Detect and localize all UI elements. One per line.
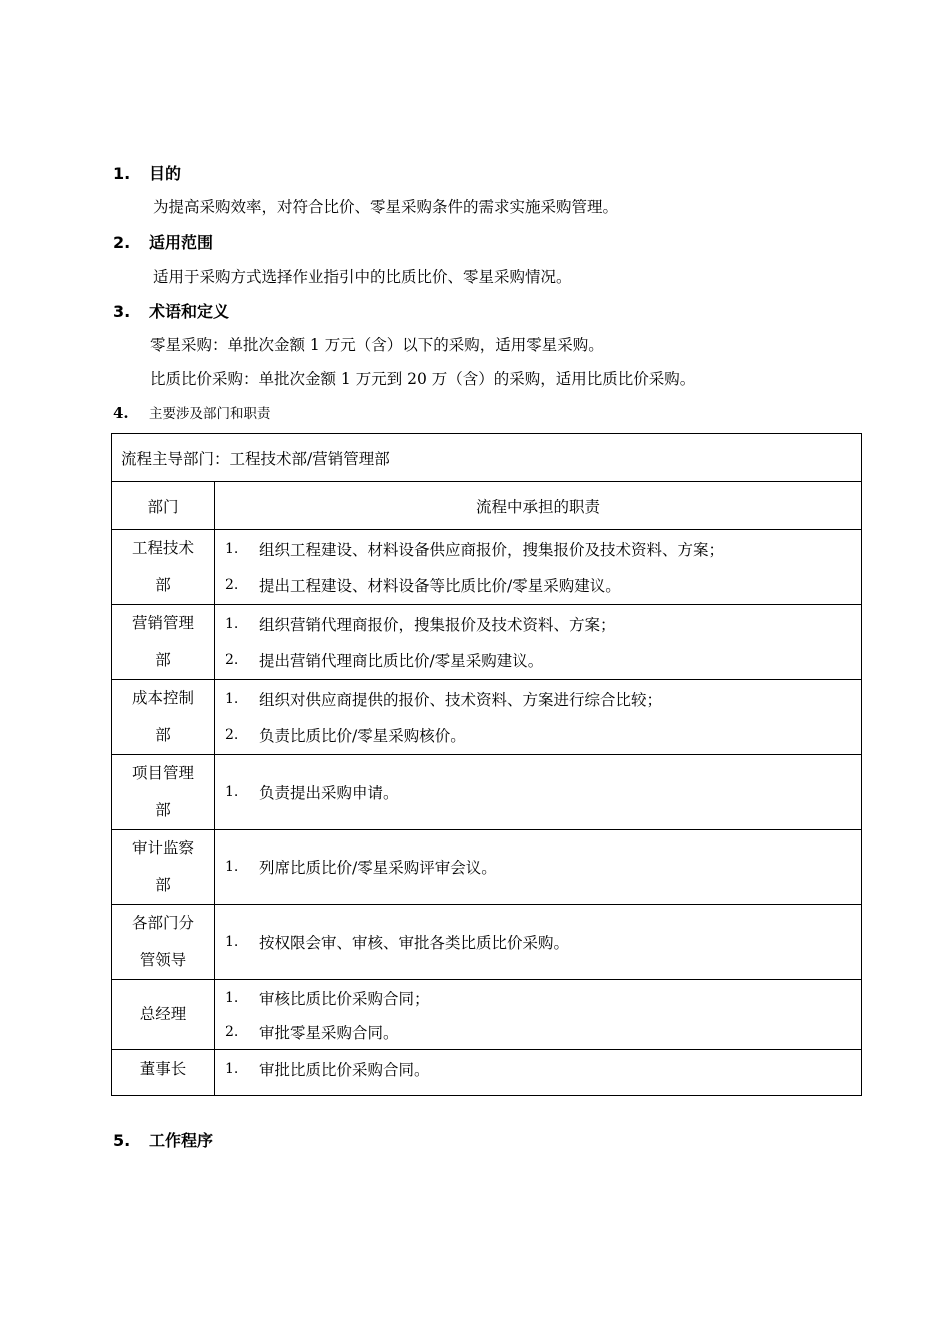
duty-cell <box>215 905 862 980</box>
dept-cell <box>112 530 215 605</box>
col-header-duty: 流程中承担的职责 <box>215 482 862 530</box>
section-2-body: 适用于采购方式选择作业指引中的比质比价、零星采购情况。 <box>153 268 572 286</box>
duty-item: 2. 提出营销代理商比质比价/零星采购建议。 <box>225 652 544 670</box>
duty-item: 1. 组织对供应商提供的报价、技术资料、方案进行综合比较； <box>225 691 663 709</box>
table-row <box>112 755 862 830</box>
section-number: 2. <box>113 233 131 252</box>
dept-cell <box>112 980 215 1050</box>
dept-cell <box>112 905 215 980</box>
section-1-heading <box>113 161 181 184</box>
duty-item: 1. 按权限会审、审核、审批各类比质比价采购。 <box>225 934 570 952</box>
lead-department: 流程主导部门：工程技术部/营销管理部 <box>112 434 862 482</box>
table-row <box>112 530 862 605</box>
duty-cell <box>215 830 862 905</box>
dept-line: 部 <box>155 801 171 819</box>
dept-line: 营销管理 <box>131 614 194 632</box>
section-title: 目的 <box>149 164 182 183</box>
duty-item: 2. 负责比质比价/零星采购核价。 <box>225 727 466 745</box>
table-row <box>112 1050 862 1096</box>
dept-line: 董事长 <box>139 1060 187 1078</box>
section-title: 适用范围 <box>149 233 214 252</box>
duty-cell <box>215 755 862 830</box>
duty-cell <box>215 530 862 605</box>
dept-line: 部 <box>155 726 171 744</box>
duty-item: 2. 审批零星采购合同。 <box>225 1023 399 1042</box>
dept-line: 总经理 <box>139 1005 187 1023</box>
dept-line: 管领导 <box>139 951 187 969</box>
duty-item: 1. 负责提出采购申请。 <box>225 784 399 802</box>
section-number: 3. <box>113 302 131 321</box>
table-row <box>112 680 862 755</box>
dept-cell <box>112 755 215 830</box>
definition-sporadic: 零星采购：单批次金额 1 万元（含）以下的采购，适用零星采购。 <box>150 336 604 354</box>
duty-item: 1. 审核比质比价采购合同； <box>225 989 430 1008</box>
dept-line: 部 <box>155 876 171 894</box>
section-number: 4. <box>113 404 129 422</box>
duty-item: 2. 提出工程建设、材料设备等比质比价/零星采购建议。 <box>225 577 621 595</box>
section-title: 主要涉及部门和职责 <box>149 406 271 422</box>
duty-cell <box>215 680 862 755</box>
dept-line: 项目管理 <box>131 764 194 782</box>
duty-item: 1. 列席比质比价/零星采购评审会议。 <box>225 859 497 877</box>
dept-cell <box>112 830 215 905</box>
section-3-heading <box>113 299 229 322</box>
section-number: 1. <box>113 164 131 183</box>
section-5-heading <box>113 1128 213 1151</box>
duty-item: 1. 组织工程建设、材料设备供应商报价，搜集报价及技术资料、方案； <box>225 541 725 559</box>
duty-cell <box>215 980 862 1050</box>
table-row <box>112 980 862 1050</box>
table-row <box>112 905 862 980</box>
dept-cell <box>112 680 215 755</box>
table-row <box>112 830 862 905</box>
duty-cell <box>215 605 862 680</box>
dept-line: 审计监察 <box>131 839 194 857</box>
dept-line: 部 <box>155 651 171 669</box>
dept-line: 各部门分 <box>131 914 194 932</box>
definition-comparison: 比质比价采购：单批次金额 1 万元到 20 万（含）的采购，适用比质比价采购。 <box>150 370 696 388</box>
dept-line: 工程技术 <box>131 539 194 557</box>
section-1-body: 为提高采购效率，对符合比价、零星采购条件的需求实施采购管理。 <box>153 198 619 216</box>
duty-item: 1. 审批比质比价采购合同。 <box>225 1061 430 1079</box>
col-header-dept: 部门 <box>112 482 215 530</box>
dept-line: 成本控制 <box>131 689 194 707</box>
duty-item: 1. 组织营销代理商报价，搜集报价及技术资料、方案； <box>225 616 616 634</box>
table-row <box>112 605 862 680</box>
section-title: 术语和定义 <box>149 302 230 321</box>
dept-cell <box>112 605 215 680</box>
responsibility-table <box>111 433 862 1096</box>
section-number: 5. <box>113 1131 131 1150</box>
duty-cell <box>215 1050 862 1096</box>
section-4-heading <box>113 402 271 422</box>
dept-line: 部 <box>155 576 171 594</box>
section-2-heading <box>113 230 213 253</box>
dept-cell <box>112 1050 215 1096</box>
section-title: 工作程序 <box>149 1131 214 1150</box>
